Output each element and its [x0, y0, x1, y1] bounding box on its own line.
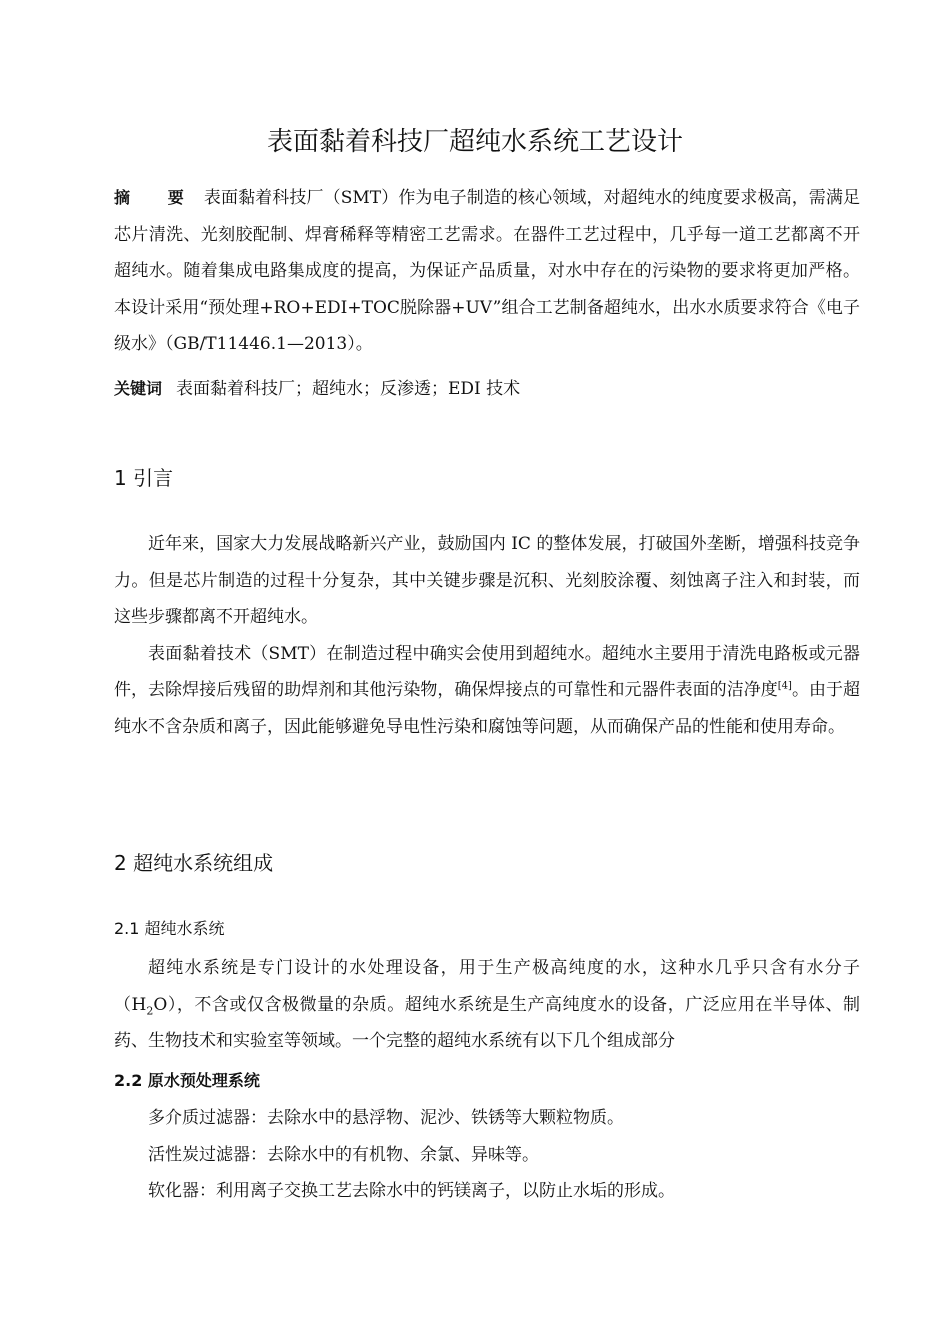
paragraph-text-continued: O），不含或仅含极微量的杂质。超纯水系统是生产高纯度水的设备，广泛应用在半导体、制药、生物技术和实验室等领域。一个完整的超纯水系统有以下几个组成部分 — [114, 994, 860, 1051]
list-item: 软化器：利用离子交换工艺去除水中的钙镁离子，以防止水垢的形成。 — [148, 1181, 675, 1201]
keywords-block — [114, 371, 860, 408]
section-2-1-heading: 2.1 超纯水系统 — [114, 919, 225, 938]
document-title: 表面黏着科技厂超纯水系统工艺设计 — [266, 127, 683, 157]
paragraph-text: 超纯水系统是专门设计的水处理设备，用于生产极高纯度的水，这种水几乎只含有水分子（H — [114, 958, 860, 1015]
abstract-label: 摘 要 — [114, 188, 200, 207]
paragraph-2-text: 表面黏着技术（SMT）在制造过程中确实会使用到超纯水。超纯水主要用于清洗电路板或元器件，去除焊接后残留的助焊剂和其他污染物，确保焊接点的可靠性和元器件表面的洁净度 — [114, 643, 860, 700]
abstract-block — [114, 180, 860, 363]
section-1-paragraph-2 — [114, 636, 860, 746]
section-2-heading: 2 超纯水系统组成 — [114, 851, 274, 875]
section-1-body — [114, 526, 860, 745]
section-1-heading: 1 引言 — [114, 466, 174, 490]
section-1-paragraph-1: 近年来，国家大力发展战略新兴产业，鼓励国内 IC 的整体发展，打破国外垄断，增强科技竞争力。但是芯片制造的过程十分复杂，其中关键步骤是沉积、光刻胶涂覆、刻蚀离子注入和封装，而这些步骤都离不开超纯水。 — [114, 534, 860, 627]
paragraph-2-continued: 。由于超纯水不含杂质和离子，因此能够避免导电性污染和腐蚀等问题，从而确保产品的性能和使用寿命。 — [114, 680, 860, 737]
list-item: 活性炭过滤器：去除水中的有机物、余氯、异味等。 — [148, 1144, 539, 1165]
section-2-1-paragraph — [114, 950, 860, 1060]
keywords-text: 表面黏着科技厂；超纯水；反渗透；EDI 技术 — [176, 379, 521, 399]
abstract-text: 表面黏着科技厂（SMT）作为电子制造的核心领域，对超纯水的纯度要求极高，需满足芯片清洗、光刻胶配制、焊膏稀释等精密工艺需求。在器件工艺过程中，几乎每一道工艺都离不开超纯水。随着集成电路集成度的提高，为保证产品质量，对水中存在的污染物的要求将更加严格。本设计采用“预处理+RO+EDI+TOC脱除器+UV”组合工艺制备超纯水，出水水质要求符合《电子级水》（GB/T11446.1—2013）。 — [114, 188, 861, 354]
section-2-2-heading: 2.2 原水预处理系统 — [114, 1071, 260, 1090]
section-2-2-list — [114, 1100, 860, 1210]
list-item: 多介质过滤器：去除水中的悬浮物、泥沙、铁锈等大颗粒物质。 — [148, 1108, 624, 1128]
section-2-1-body — [114, 950, 860, 1060]
keywords-label: 关键词 — [114, 379, 163, 398]
subscript-2: 2 — [146, 1003, 154, 1017]
citation-ref: [4] — [777, 680, 792, 692]
